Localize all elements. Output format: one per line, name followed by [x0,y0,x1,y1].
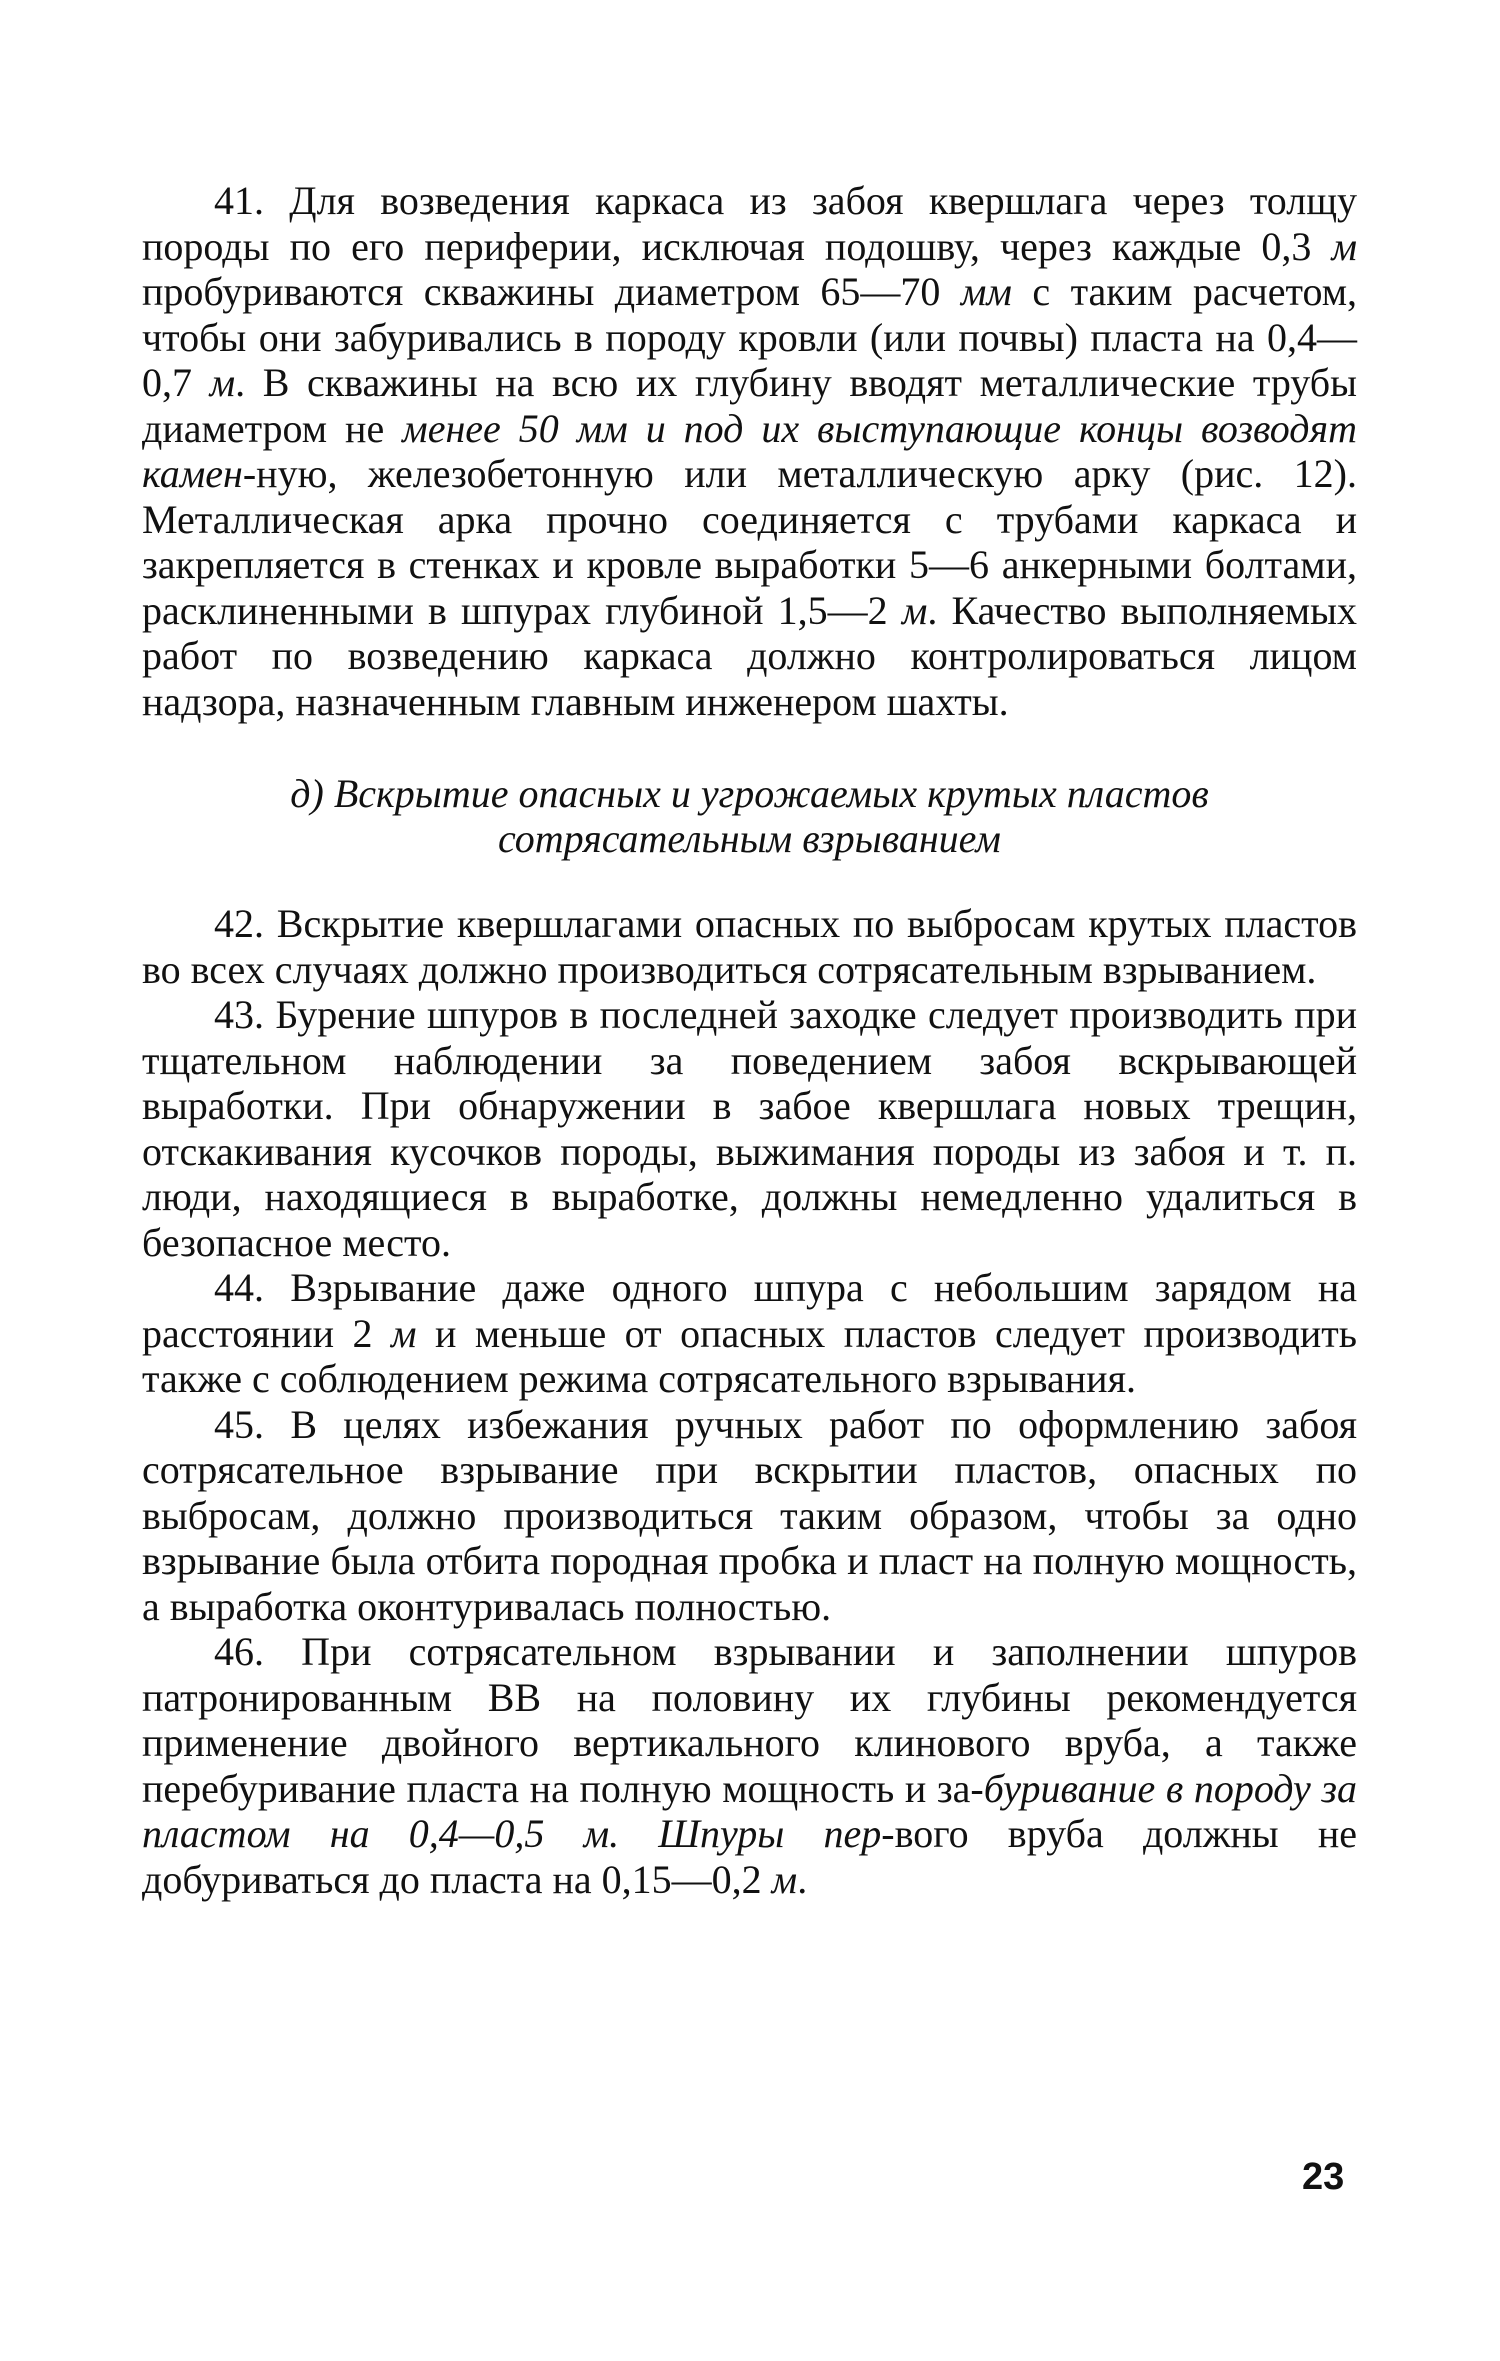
page-content [142,178,1357,1902]
p41-text-4: . В скважины на всю их глубину вводят металлические трубы диаметром не [142,360,1357,451]
unit-m: м [209,360,236,405]
p41-italic-text: менее 50 мм и под их выступающие концы возводят камен- [142,405,1357,496]
unit-m: м [391,1310,417,1356]
section-heading [142,771,1357,861]
p46-italic-text: буривание в породу за пластом на 0,4—0,5 м. Шпуры пер- [142,1765,1357,1856]
p46-text-3: . [797,1856,808,1902]
unit-mm: мм [960,269,1012,314]
p44-text-1: 44. Взрывание даже одного шпура с небольшим зарядом на расстоянии 2 [142,1265,1357,1356]
paragraph-45: 45. В целях избежания ручных работ по оформлению забоя сотрясательное взрывание при вскрытии пластов, опасных по выбросам, должно производиться таким образом, чтобы за одно взрывание была отбита породная пробка и пласт на полную мощность, а выработка оконтуривалась полностью. [142,1401,1357,1629]
paragraph-44 [142,1265,1357,1402]
p41-text-5: ную, железобетонную или металлическую арку (рис. 12). Металлическая арка прочно соединяется с трубами каркаса и закрепляется в стенках и кровле выработки 5—6 анкерными болтами, расклиненными в шпурах глубиной 1,5—2 [142,451,1357,633]
unit-m: м [901,587,928,633]
p41-text-1: 41. Для возведения каркаса из забоя квершлага через толщу породы по его периферии, исключая подошву, через каждые 0,3 [142,178,1357,269]
page-number: 23 [1302,2156,1345,2198]
paragraph-46 [142,1629,1357,1902]
unit-m: м [1331,223,1357,269]
paragraph-43: 43. Бурение шпуров в последней заходке следует производить при тщательном наблюдении за поведением забоя вскрывающей выработки. При обнаружении в забое квершлага новых трещин, отскакивания кусочков породы, выжимания породы из забоя и т. п. люди, находящиеся в выработке, должны немедленно удалиться в безопасное место. [142,992,1357,1265]
unit-m: м [771,1856,798,1902]
paragraph-41 [142,178,1357,724]
p41-text-2: пробуриваются скважины диаметром 65—70 [142,269,961,314]
section-heading-line-2: сотрясательным взрыванием [498,816,1001,861]
p46-text-2: вого вруба должны не добуриваться до пласта на 0,15—0,2 [142,1811,1357,1902]
p41-text-6: . Качество выполняемых работ по возведению каркаса должно контролироваться лицом надзора, назначенным главным инженером шахты. [142,587,1357,724]
p41-text-3: с таким расчетом, чтобы они забуривались в породу кровли (или почвы) пласта на 0,4—0,7 [142,269,1358,405]
paragraph-42: 42. Вскрытие квершлагами опасных по выбросам крутых пластов во всех случаях должно производиться сотрясательным взрыванием. [142,901,1357,992]
p44-text-2: и меньше от опасных пластов следует производить также с соблюдением режима сотрясательного взрывания. [142,1310,1357,1401]
p46-text-1: 46. При сотрясательном взрывании и заполнении шпуров патронированным ВВ на половину их глубины рекомендуется применение двойного вертикального клинового вруба, а также перебуривание пласта на полную мощность и за- [142,1629,1357,1811]
section-heading-line-1: д) Вскрытие опасных и угрожаемых крутых пластов [290,771,1209,816]
